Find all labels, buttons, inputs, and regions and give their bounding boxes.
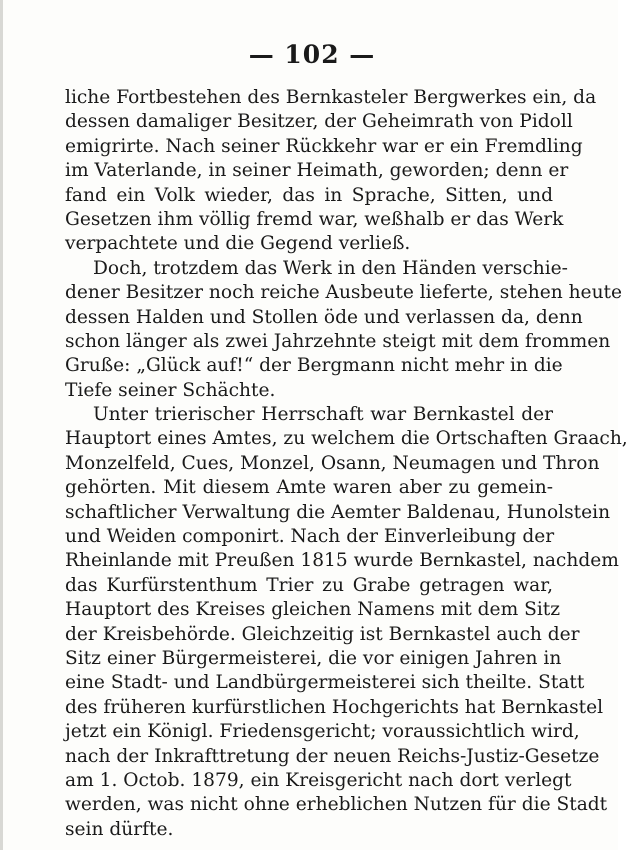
paragraph-start-line: Doch, trotzdem das Werk in den Händen verschie- <box>93 257 568 279</box>
text-line: nach der Inkrafttretung der neuen Reichs-Justiz-Gesetze <box>65 745 600 767</box>
text-line: emigrirte. Nach seiner Rückkehr war er ein Fremdling <box>65 135 583 157</box>
text-line: Gesetzen ihm völlig fremd war, weßhalb er das Werk <box>65 208 564 230</box>
body-text <box>65 86 628 842</box>
text-line: der Kreisbehörde. Gleichzeitig ist Bernkastel auch der <box>65 623 580 645</box>
text-line: Tiefe seiner Schächte. <box>65 379 276 401</box>
text-line: werden, was nicht ohne erheblichen Nutzen für die Stadt <box>65 794 608 816</box>
text-line: Monzelfeld, Cues, Monzel, Osann, Neumagen und Thron <box>65 452 600 474</box>
text-line: schaftlicher Verwaltung die Aemter Baldenau, Hunolstein <box>65 501 611 523</box>
text-line: gehörten. Mit diesem Amte waren aber zu gemein- <box>65 477 553 499</box>
text-line: liche Fortbestehen des Bernkasteler Bergwerkes ein, da <box>65 87 597 108</box>
text-line: dessen Halden und Stollen öde und verlassen da, denn <box>65 306 583 328</box>
text-line: und Weiden componirt. Nach der Einverleibung der <box>65 526 555 548</box>
page-number: — 102 — <box>248 40 376 69</box>
text-line: dessen damaliger Besitzer, der Geheimrath von Pidoll <box>65 111 573 133</box>
text-line: des früheren kurfürstlichen Hochgerichts hat Bernkastel <box>65 696 604 718</box>
paragraph-start-line: Unter trierischer Herrschaft war Bernkastel der <box>93 404 553 426</box>
text-line: jetzt ein Königl. Friedensgericht; voraussichtlich wird, <box>65 721 580 743</box>
text-line: dener Besitzer noch reiche Ausbeute lieferte, stehen heute <box>65 282 623 304</box>
text-line: eine Stadt- und Landbürgermeisterei sich theilte. Statt <box>65 672 585 694</box>
text-line: sein dürfte. <box>65 818 174 840</box>
text-line: Sitz einer Bürgermeisterei, die vor einigen Jahren in <box>65 647 562 669</box>
text-line: am 1. Octob. 1879, ein Kreisgericht nach dort verlegt <box>65 769 572 791</box>
text-line: das Kurfürstenthum Trier zu Grabe getragen war, <box>65 574 553 596</box>
text-line: Gruße: „Glück auf!“ der Bergmann nicht mehr in die <box>65 355 563 377</box>
text-line: Hauptort des Kreises gleichen Namens mit dem Sitz <box>65 599 561 621</box>
text-line: im Vaterlande, in seiner Heimath, geworden; denn er <box>65 160 569 182</box>
text-line: Rheinlande mit Preußen 1815 wurde Bernkastel, nachdem <box>65 550 619 572</box>
text-line: verpachtete und die Gegend verließ. <box>65 233 411 255</box>
text-line: schon länger als zwei Jahrzehnte steigt mit dem frommen <box>65 330 611 352</box>
text-line: Hauptort eines Amtes, zu welchem die Ortschaften Graach, <box>65 428 628 450</box>
text-line: fand ein Volk wieder, das in Sprache, Sitten, und <box>65 184 553 206</box>
